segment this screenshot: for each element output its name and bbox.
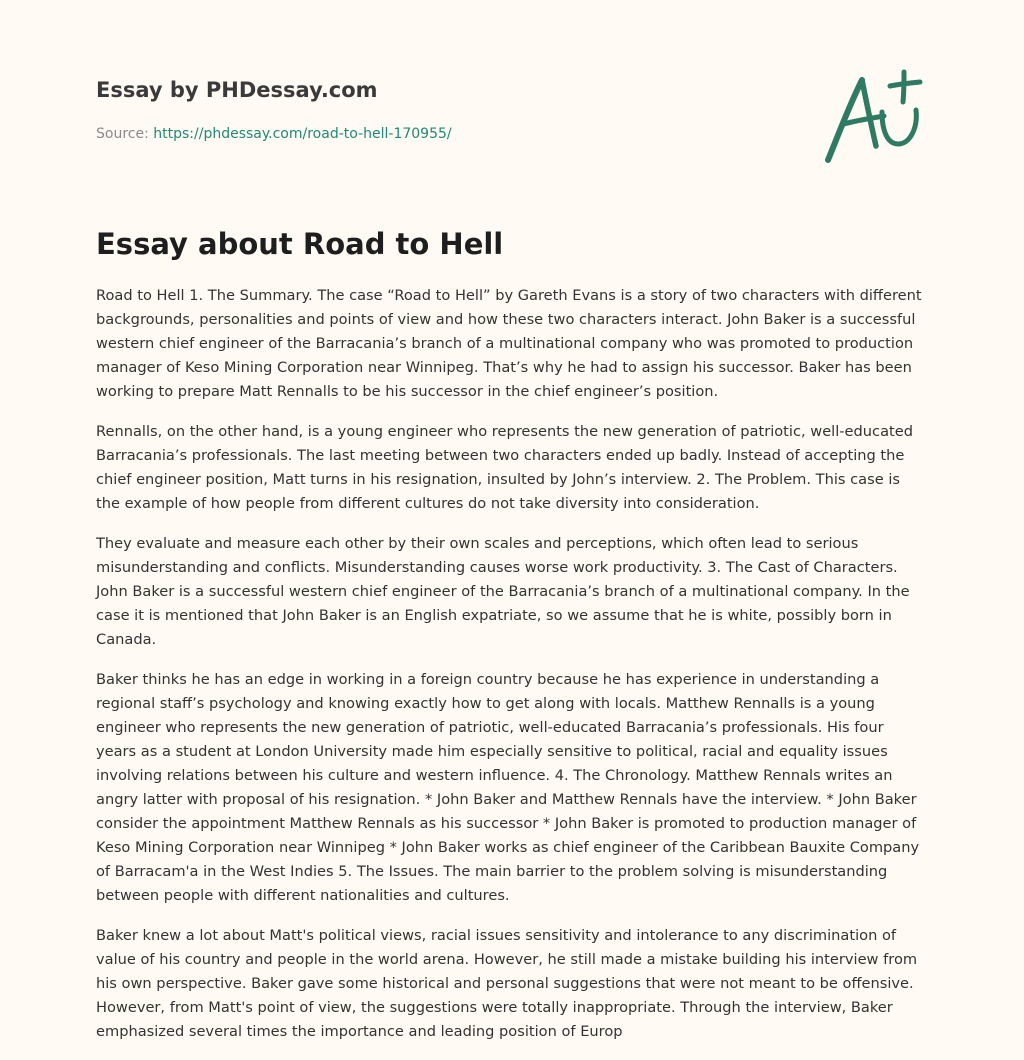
source-line bbox=[96, 124, 736, 144]
essay-paragraph: Baker knew a lot about Matt's political views, racial issues sensitivity and intolerance to any discrimination of value of his country and people in the world arena. However, he still made a mistake building his interview from his own perspective. Baker gave some historical and personal suggestions that were not meant to be offensive. However, from Matt's point of view, the suggestions were totally inappropriate. Through the interview, Baker emphasized several times the importance and leading position of Europ bbox=[96, 927, 918, 1040]
essay-body bbox=[96, 284, 928, 1060]
site-header bbox=[96, 76, 736, 144]
source-label: Source: bbox=[96, 126, 154, 142]
source-link[interactable]: https://phdessay.com/road-to-hell-170955/ bbox=[153, 126, 452, 142]
site-brand: Essay by PHDessay.com bbox=[96, 78, 378, 102]
essay-paragraph: They evaluate and measure each other by their own scales and perceptions, which often lead to serious misunderstanding and conflicts. Misunderstanding causes worse work productivity. 3. The Cast of Characters. John Baker is a successful western chief engineer of the Barracania’s branch of a multinational company. In the case it is mentioned that John Baker is an English expatriate, so we assume that he is white, possibly born in Canada. bbox=[96, 535, 910, 648]
essay-paragraph: Rennalls, on the other hand, is a young engineer who represents the new generation of patriotic, well-educated Barracania’s professionals. The last meeting between two characters ended up badly. Instead of accepting the chief engineer position, Matt turns in his resignation, insulted by John’s interview. 2. The Problem. This case is the example of how people from different cultures do not take diversity into consideration. bbox=[96, 423, 913, 512]
essay-paragraph: Road to Hell 1. The Summary. The case “Road to Hell” by Gareth Evans is a story of two characters with different backgrounds, personalities and points of view and how these two characters interact. John Baker is a successful western chief engineer of the Barracania’s branch of a multinational company who was promoted to production manager of Keso Mining Corporation near Winnipeg. That’s why he had to assign his successor. Baker has been working to prepare Matt Rennalls to be his successor in the chief engineer’s position. bbox=[96, 287, 922, 400]
essay-title: Essay about Road to Hell bbox=[96, 227, 504, 261]
a-plus-logo-icon bbox=[818, 66, 930, 166]
essay-paragraph: Baker thinks he has an edge in working in a foreign country because he has experience in understanding a regional staff’s psychology and knowing exactly how to get along with locals. Matthew Rennalls is a young engineer who represents the new generation of patriotic, well-educated Barracania’s professionals. His four years as a student at London University made him especially sensitive to political, racial and equality issues involving relations between his culture and western influence. 4. The Chronology. Matthew Rennals writes an angry latter with proposal of his resignation. * John Baker and Matthew Rennals have the interview. * John Baker consider the appointment Matthew Rennals as his successor * John Baker is promoted to production manager of Keso Mining Corporation near Winnipeg * John Baker works as chief engineer of the Caribbean Bauxite Company of Barracam'a in the West Indies 5. The Issues. The main barrier to the problem solving is misunderstanding between people with different nationalities and cultures. bbox=[96, 671, 920, 904]
